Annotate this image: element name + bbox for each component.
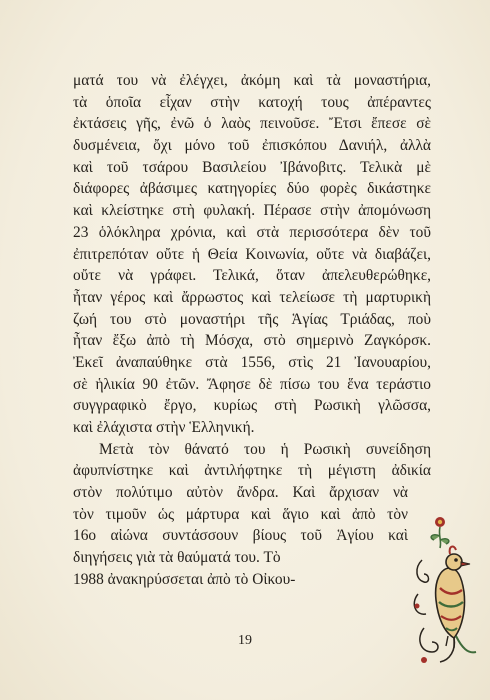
text-line: 1988 ἀνακηρύσσεται ἀπὸ τὸ Οἰκου-	[73, 570, 296, 588]
text-line: 23 ὁλόκληρα χρόνια, καὶ στὰ περισσότερα δὲν τοῦ	[73, 223, 431, 241]
text-line: σὲ ἡλικία 90 ἐτῶν. Ἄφησε δὲ πίσω του ἕνα τεράστιο	[73, 375, 431, 393]
text-line: ἐκτάσεις γῆς, ἐνῶ ὁ λαὸς πεινοῦσε. Ἔτσι ἔπεσε σὲ	[73, 115, 431, 133]
text-line: ματά του νὰ ἐλέγχει, ἀκόμη καὶ τὰ μοναστήρια,	[73, 72, 431, 89]
text-line: καὶ ἐλάχιστα στὴν Ἑλληνική.	[73, 419, 255, 436]
text-line: ἐπιτρεπόταν οὔτε ἡ Θεία Κοινωνία, οὔτε νὰ διαβάζει,	[73, 245, 431, 263]
flower-ornament	[431, 517, 449, 548]
text-line: 16ο αἰώνα συντάσσουν βίους τοῦ Ἁγίου καὶ	[73, 527, 408, 545]
paragraph-start-line: Μετὰ τὸν θάνατό του ἡ Ρωσικὴ συνείδηση	[99, 440, 431, 458]
text-line: καὶ τοῦ τσάρου Βασιλείου Ἰβάνοβιτς. Τελικὰ μὲ	[73, 158, 431, 176]
text-line: τὰ ὁποῖα εἶχαν στὴν κατοχή τους ἀπέραντες	[73, 93, 431, 111]
text-line: ἀφυπνίστηκε καὶ ἀντιλήφτηκε τὴ μέγιστη ἀδικία	[73, 462, 431, 480]
text-line: καὶ κλείστηκε στὴ φυλακή. Πέρασε στὴν ἀπομόνωση	[73, 202, 431, 220]
text-line: διηγήσεις γιὰ τὰ θαύματά του. Τὸ	[73, 549, 281, 567]
text-line: ἦταν γέρος καὶ ἄρρωστος καὶ τελείωσε τὴ μαρτυρικὴ	[73, 288, 431, 306]
page-number: 19	[238, 633, 252, 648]
text-line: διάφορες ἀβάσιμες κατηγορίες δύο φορὲς δικάστηκε	[73, 180, 431, 198]
text-line: τὸν τιμοῦν ὡς μάρτυρα καὶ ἅγιο καὶ ἀπὸ τὸν	[73, 505, 408, 523]
text-line: Ἐκεῖ ἀναπαύθηκε στὰ 1556, στὶς 21 Ἰανουαρίου,	[73, 353, 431, 371]
body-text	[73, 70, 431, 591]
text-line: οὔτε νὰ γράφει. Τελικά, ὅταν ἀπελευθερώθηκε,	[73, 267, 431, 285]
text-line: στὸν πολύτιμο αὐτὸν ἄνδρα. Καὶ ἄρχισαν νὰ	[73, 484, 408, 502]
text-line: συγγραφικὸ ἔργο, κυρίως στὴ Ρωσικὴ γλῶσσα,	[73, 397, 431, 415]
text-line: δυσμένεια, ὄχι μόνο τοῦ ἐπισκόπου Δανιήλ, ἀλλὰ	[73, 137, 431, 155]
text-line: ζωή του στὸ μοναστήρι τῆς Ἁγίας Τριάδας, ποὺ	[73, 310, 431, 328]
text-line: ἦταν ἔξω ἀπὸ τὴ Μόσχα, στὸ σημερινὸ Ζαγκόρσκ.	[73, 332, 431, 350]
